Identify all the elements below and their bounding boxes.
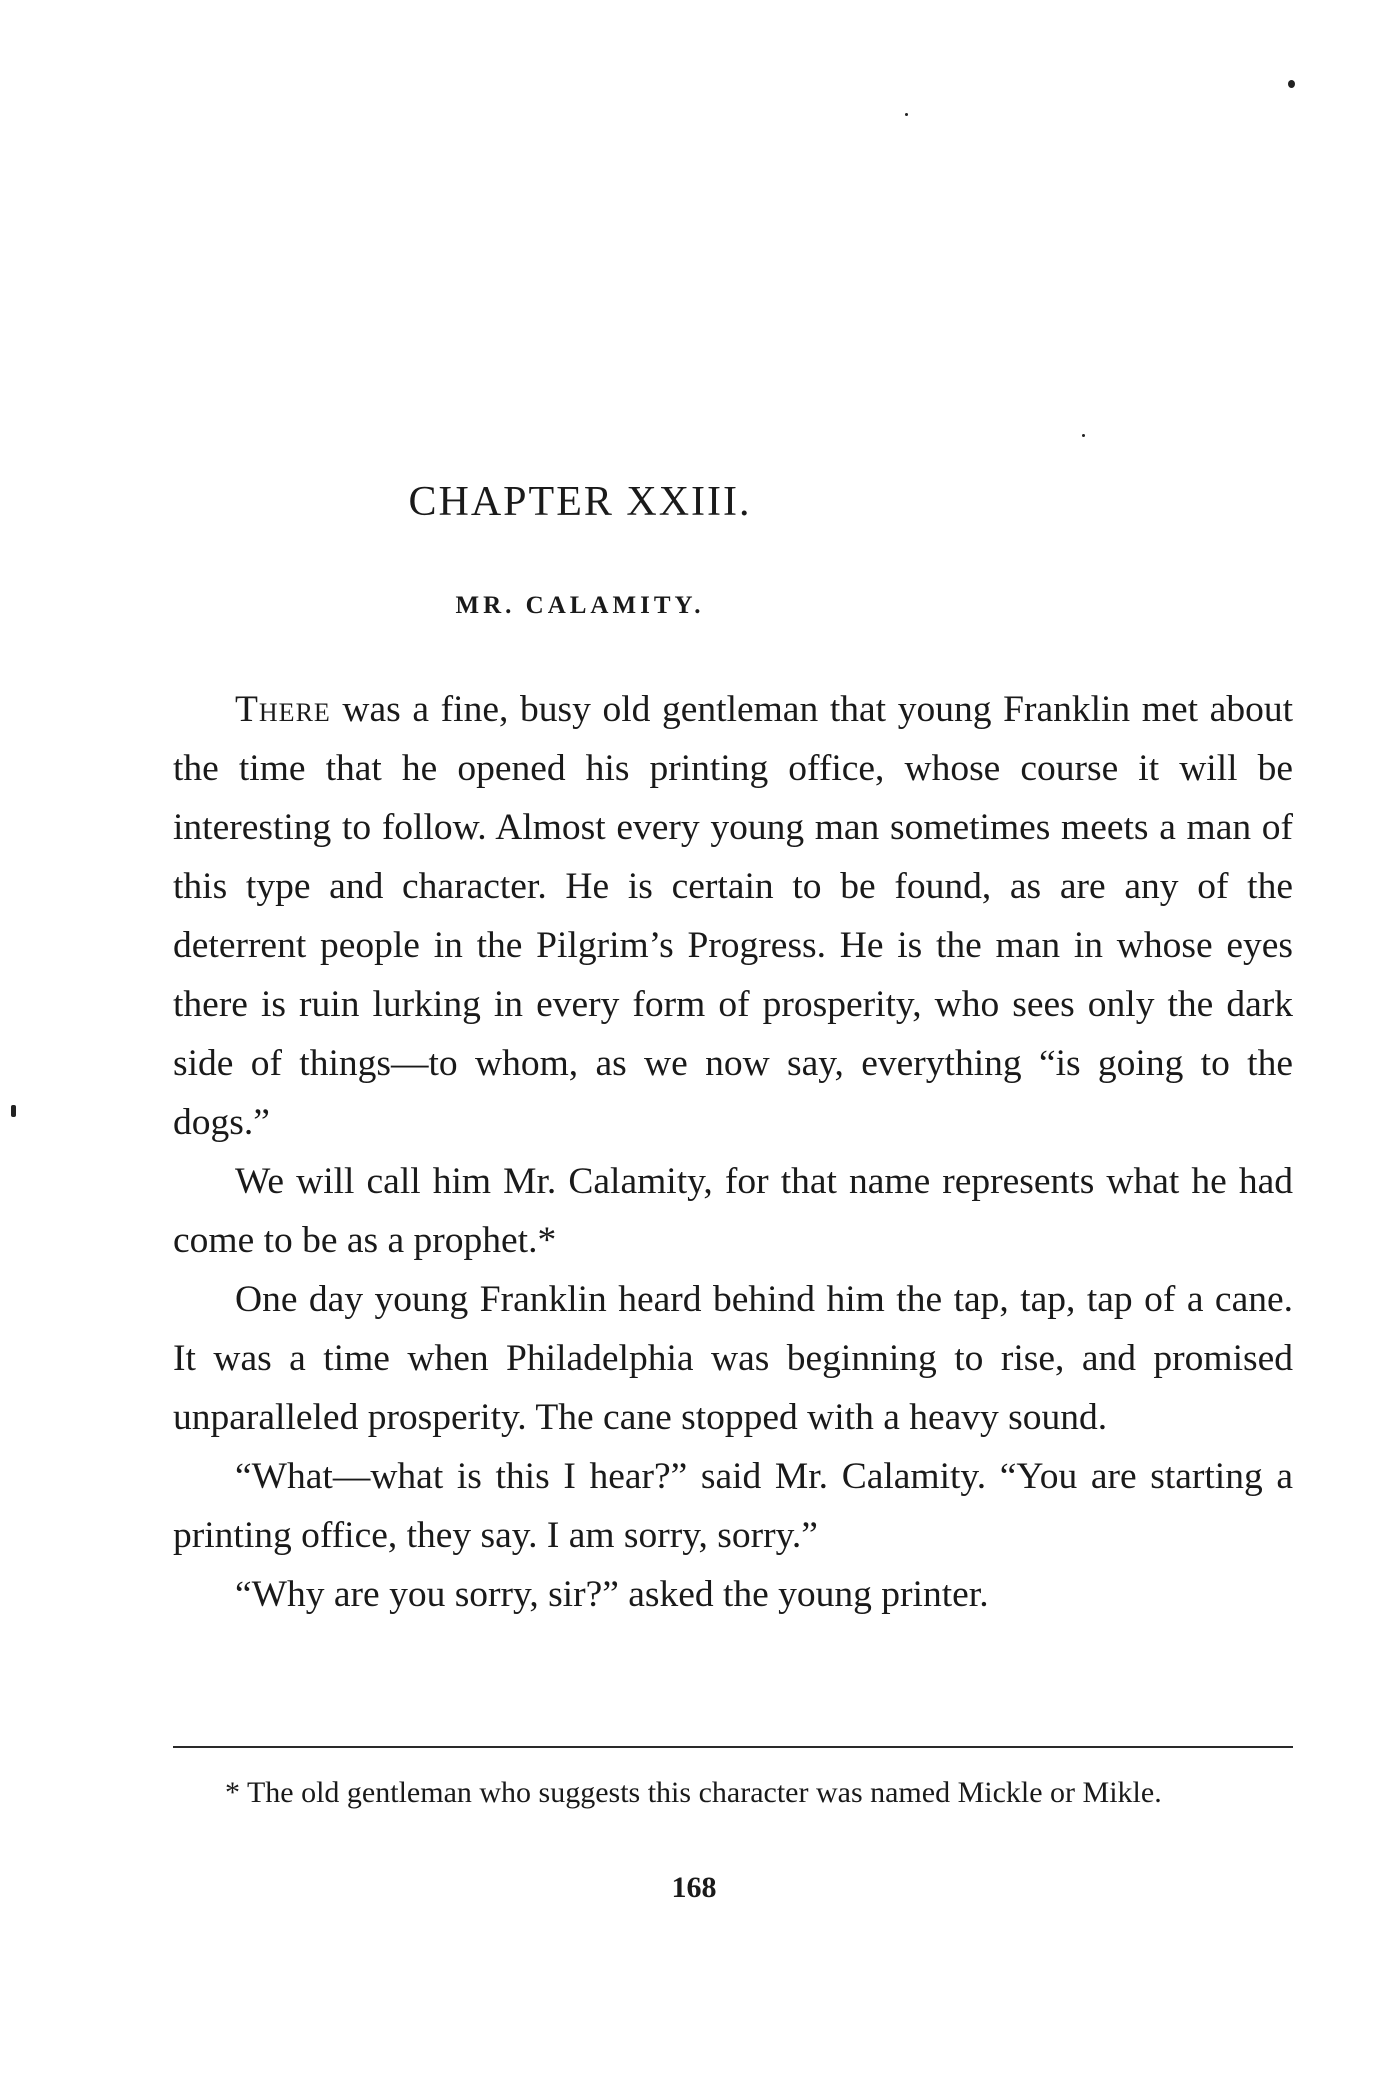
chapter-subtitle: MR. CALAMITY. — [455, 592, 705, 619]
ink-speck — [905, 113, 908, 116]
paragraph-3: One day young Franklin heard behind him the tap, tap, tap of a cane. It was a time when Philadelphia was beginning to rise, and promised unparalleled prosperity. The cane stopped with a heavy sound. — [173, 1279, 1293, 1438]
body-text — [173, 680, 1293, 1624]
footnote-divider — [173, 1746, 1293, 1748]
ink-speck — [1082, 434, 1085, 437]
paragraph-5: “Why are you sorry, sir?” asked the young printer. — [235, 1574, 989, 1615]
ink-speck — [1288, 80, 1295, 88]
paragraph-text: was a fine, busy old gentleman that young Franklin met about the time that he opened his printing office, whose course it will be interesting to follow. Almost every young man sometimes meets a man of this type and character. He is certain to be found, as are any of the deterrent people in the Pilgrim’s Progress. He is the man in whose eyes there is ruin lurking in every form of prosperity, who sees only the dark side of things—to whom, as we now say, everything “is going to the dogs.” — [173, 689, 1293, 1143]
chapter-title: CHAPTER XXIII. — [408, 479, 752, 525]
paragraph-4: “What—what is this I hear?” said Mr. Calamity. “You are starting a printing office, they say. I am sorry, sorry.” — [173, 1456, 1293, 1556]
paragraph-1 — [173, 680, 1293, 1152]
paragraph-2: We will call him Mr. Calamity, for that name represents what he had come to be as a prophet.* — [173, 1161, 1293, 1261]
ink-speck — [11, 1105, 16, 1117]
footnote: * The old gentleman who suggests this character was named Mickle or Mikle. — [225, 1776, 1162, 1809]
paragraph-lead-word: There — [235, 689, 331, 730]
page-number: 168 — [671, 1871, 717, 1904]
